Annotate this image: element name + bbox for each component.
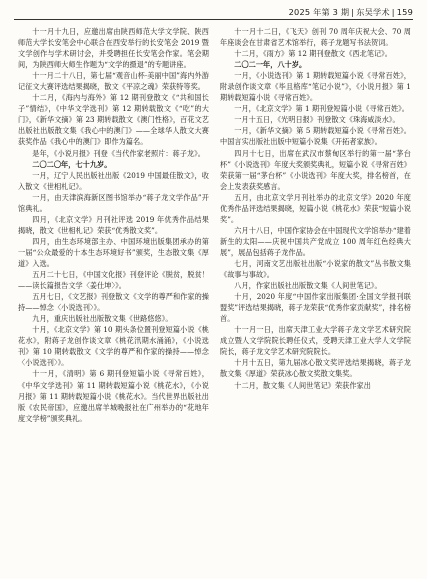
year-heading: 二〇二〇年，七十九岁。 — [32, 159, 112, 169]
header-divider: | — [351, 7, 355, 17]
chronology-entry: 七月，河南文艺出版社出版“小说家的散文”丛书散文集《故事与事故》。 — [220, 258, 411, 280]
right-text-column — [220, 26, 411, 391]
chronology-entry: 是年，《小说月报》刊登《当代作家老照片：蒋子龙》。 — [32, 148, 205, 158]
chronology-entry: 四月十七日，出席在武汉市蔡甸区举行的第一届“茅台杯”《小说选刊》年度大奖颁奖典礼，短篇小说《寻常百姓》荣获第一届“茅台杯”《小说选刊》年度大奖，排名榜首，在会上发表获奖感言。 — [220, 148, 411, 191]
chronology-entry: 五月七日，《文艺报》刊登散文《文学的尊严和作家的操持——悼念〈小说选刊〉》。 — [18, 292, 209, 313]
page-number: 159 — [396, 7, 413, 17]
issue-label: 2025 年第 3 期 — [288, 7, 350, 17]
chronology-entry: 八月，作家出版社出版散文集《人间世笔记》。 — [234, 281, 382, 291]
year-heading: 二〇二一年，八十岁。 — [234, 60, 307, 70]
chronology-entry: 一月，辽宁人民出版社出版《2019 中国最佳散文》，收入散文《世相札记》。 — [18, 170, 209, 191]
chronology-entry: 五月二十七日，《中国文化报》刊登评论《脱贫，脱贫！——读长篇报告文学〈姜仕坤〉》。 — [18, 270, 209, 291]
chronology-entry: 十一月二十八日，第七届“观音山杯·美丽中国”海内外游记征文大赛评选结果揭晓，散文《平凉之魂》荣获特等奖。 — [18, 71, 209, 92]
journal-name: 东吴学术 — [356, 7, 390, 17]
left-text-column — [18, 26, 209, 424]
chronology-entry: 十二月，散文集《人间世笔记》荣获作家出 — [234, 380, 371, 390]
chronology-entry: 十一月一日，出席天津工业大学蒋子龙文学艺术研究院成立暨人文学院院长聘任仪式，受聘天津工业大学人文学院院长，蒋子龙文学艺术研究院院长。 — [220, 325, 411, 357]
chronology-entry: 四月，《北京文学》月刊社评选 2019 年优秀作品结果揭晓，散文《世相札记》荣获“优秀散文奖”。 — [18, 214, 209, 235]
chronology-entry: 十二月，《海内与海外》第 12 期刊登散文《“共和国长子”情结》，《中华文学选刊》第 12 期转载散文《“吃”的大门》，《新华文摘》第 23 期转载散文《澳门性格》，百花文艺出版社出版散文集《我心中的澳门》——全球华人散文大赛获奖作品《我心中的澳门》即作为篇名。 — [18, 93, 209, 147]
chronology-entry: 一月，《新华文摘》第 5 期转载短篇小说《寻常百姓》。中国言实出版社出版中短篇小说集《开拓者家族》。 — [220, 126, 411, 147]
running-header — [14, 7, 413, 18]
chronology-entry: 十月，2020 年度“中国作家出版集团·全国文学报刊联盟奖”评选结果揭晓，蒋子龙荣获“优秀作家贡献奖”，排名榜首。 — [220, 292, 411, 324]
header-divider: | — [391, 7, 395, 17]
chronology-entry: 四月，由生态环境部主办、中国环境出版集团承办的第一届“公众最爱的十本生态环境好书”颁奖，生态散文集《厚道》入选。 — [18, 236, 209, 268]
chronology-entry: 十一月十二日，《飞天》创刊 70 周年庆祝大会、70 周年座谈会在甘肃省艺术馆举行，蒋子龙题写书法贺词。 — [220, 27, 411, 48]
chronology-entry: 九月，重庆出版社出版散文集《世路悠悠》。 — [32, 314, 173, 324]
chronology-entry: 十二月，《雨方》第 12 期刊登散文《西北笔记》。 — [234, 49, 392, 59]
chronology-entry: 五月，由北京文学月刊社举办的北京文学》2020 年度优秀作品评选结果揭晓，短篇小说《桃花水》荣获“短篇小说奖”。 — [220, 192, 411, 224]
chronology-entry: 六月十八日，中国作家协会在中国现代文学馆举办“建着新生的太阳——庆祝中国共产党成立 100 周年红色经典大展”，展品包括蒋子龙作品。 — [220, 225, 411, 257]
chronology-entry: 一月，《小说选刊》第 1 期转载短篇小说《寻常百姓》，附录创作谈文章《毕且格库“笔记小说”》，《小说月报》第 1 期转载短篇小说《寻常百姓》。 — [220, 71, 411, 103]
chronology-entry: 十月十五日，第九届冰心散文奖评选结果揭晓，蒋子龙散文集《厚道》荣获冰心散文奖散文集奖。 — [220, 358, 411, 379]
chronology-entry: 十一月，《清明》第 6 期刊登短篇小说《寻常百姓》，《中华文学选刊》第 11 期转载短篇小说《桃花水》，《小说月报》第 11 期转载短篇小说《桃花水》。当代世界出版社出版《农民帝国》，应邀出席羊城晚报社在广州举办的“花地年度文学榜”颁奖典礼。 — [18, 369, 209, 423]
chronology-entry: 一月十五日，《光明日报》刊登散文《珠海咸淡水》。 — [234, 115, 400, 125]
header-rule — [14, 19, 413, 20]
chronology-entry: 十月，《北京文学》第 10 期头条位置刊登短篇小说《桃花水》，附蒋子龙创作谈文章《桃花汛期水涌涌》，《小说选刊》第 10 期转载散文《文学的尊严和作家的操持——悼念〈小说选刊〉》。 — [18, 325, 209, 368]
chronology-entry: 一月，由天津滨海新区图书馆举办“蒋子龙文学作品”开馆典礼。 — [18, 192, 209, 213]
chronology-entry: 一月，《北京文学》第 1 期刊登短篇小说《寻常百姓》。 — [234, 104, 409, 114]
chronology-entry: 十一月十九日，应邀出席由陕西师范大学文学院、陕西师范大学长安笔会中心联合在西安举行的长安笔会 2019 暨文学创作与学术研讨会，并受聘担任长安笔会作家。笔会期间，为陕西师大师生作题为“文学的摄退”的专题讲座。 — [18, 27, 209, 70]
